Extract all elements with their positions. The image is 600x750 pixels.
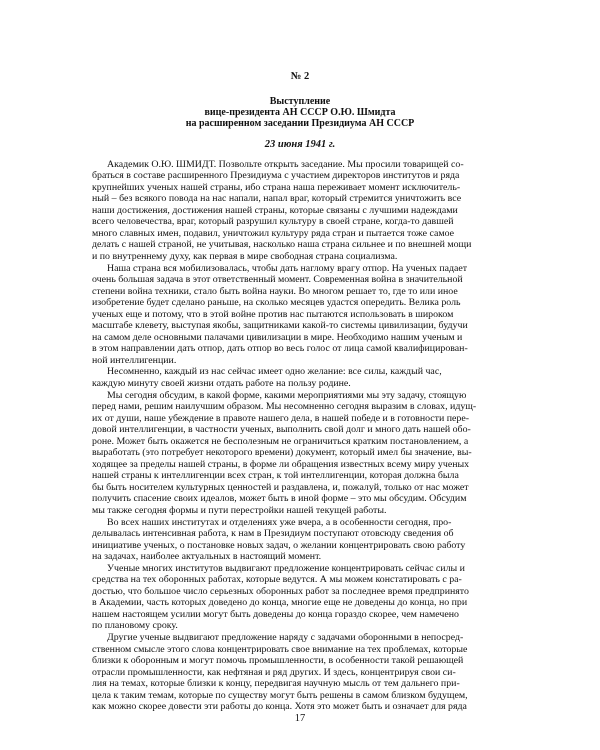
text-line: делывалась интенсивная работа, к нам в Президиум поступают отовсюду сведения об (92, 528, 454, 540)
text-line: изобретение будет сделано раньше, на сколько месяцев удастся опередить. Велика роль (92, 297, 461, 309)
text-line: бы быть носителем культурных ценностей и раздавлена, и, пожалуй, только от нас может (92, 481, 469, 493)
text-line: в этом направлении дать отпор, дать отпор во весь голос от лица самой квалифицирован- (92, 343, 468, 355)
text-line: роне. Может быть окажется не бесполезным не ограничиться кратким постановлением, а (92, 435, 469, 447)
text-line: много славных имен, подавил, уничтожил культуру ряда стран и пытается тоже самое (92, 227, 455, 239)
text-line: цела к таким темам, которые по существу могут быть решены в самом близком будущем, (92, 689, 468, 701)
text-line: всего человечества, враг, который разрушил культуру в своей стране, когда-то давшей (92, 216, 454, 228)
heading-line: Выступление (269, 96, 331, 107)
text-line: степени война техники, стало быть война науки. Во многом решает то, где то или иное (92, 285, 458, 297)
paragraph (92, 517, 508, 563)
text-line: Ученые многих институтов выдвигают предложение концентрировать сейчас силы и (107, 562, 465, 574)
text-line: в Академии, часть которых доведено до конца, многие еще не доведены до конца, но при (92, 597, 468, 609)
paragraph (92, 390, 508, 517)
text-line: делать с нашей страной, не учитывая, насколько наша страна сильнее и по внешней мощи (92, 239, 472, 251)
text-line: каждую минуту своей жизни отдать работе на пользу родине. (92, 378, 351, 389)
paragraph (92, 632, 508, 713)
text-line: масштабе клевету, выступая якобы, защитниками какой-то системы цивилизации, будучи (92, 320, 468, 332)
text-line: наши достижения, достижения нашей страны, которые связаны с лучшими надеждами (92, 204, 458, 216)
text-line: близки к оборонным и могут помочь промышленности, в особенности такой решающей (92, 655, 464, 667)
text-line: инициативе ученых, о постановке новых задач, о желании концентрировать свою работу (92, 539, 466, 551)
text-line: перед нами, решим наилучшим образом. Мы несомненно сегодня выразим в словах, идущ- (92, 401, 477, 413)
text-line: на самом деле основными палачами цивилизации в мире. Необходимо нашим ученым и (92, 331, 463, 343)
text-line: по плановому сроку. (92, 620, 178, 632)
text-line: довой интеллигенции, в частности ученых, выполнить свой долг и много дать нашей обо- (92, 424, 471, 436)
text-line: Мы сегодня обсудим, в какой форме, какими мероприятиями мы эту задачу, стоящую (107, 389, 467, 401)
heading-line: на расширенном заседании Президиума АН СССР (185, 118, 415, 130)
paragraph (92, 263, 508, 367)
text-line: их от души, наше убеждение в правоте нашего дела, в нашей победе и в готовности пере- (92, 412, 470, 424)
document-number: № 2 (290, 71, 310, 82)
text-line: как можно скорее довести эти работы до конца. Хотя это может быть и означает для ряда (92, 701, 467, 713)
text-line: ученых еще и потому, что в этой войне против нас пытаются использовать в широком (92, 308, 454, 320)
document-body (92, 159, 508, 713)
paragraph (92, 366, 508, 389)
heading-line: вице-президента АН СССР О.Ю. Шмидта (204, 107, 396, 119)
text-line: Несомненно, каждый из нас сейчас имеет одно желание: все силы, каждый час, (107, 366, 442, 378)
text-line: ной интеллигенции. (92, 354, 177, 366)
text-line: отрасли промышленности, как нефтяная и ряд других. И здесь, концентрируя свои си- (92, 666, 456, 678)
text-line: выработать (это потребует некоторого времени) документ, который имел бы значение, вы- (92, 447, 472, 459)
text-line: Во всех наших институтах и отделениях уже вчера, а в особенности сегодня, про- (107, 516, 452, 528)
paragraph (92, 159, 508, 263)
text-line: Другие ученые выдвигают предложение наряду с задачами оборонными в непосред- (107, 632, 464, 644)
paragraph (92, 563, 508, 632)
text-line: и по внутреннему духу, как первая в мире свободная страна социализма. (92, 250, 398, 262)
text-line: получить спасение своих идеалов, может быть в иной форме – это мы обсудим. Обсудим (92, 493, 467, 505)
text-line: средства на тех оборонных работах, которые ведутся. А мы можем констатировать с ра- (92, 574, 462, 586)
text-line: на задачах, наиболее актуальных в настоящий момент. (92, 551, 322, 563)
text-line: Академик О.Ю. ШМИДТ. Позвольте открыть заседание. Мы просили товарищей со- (107, 158, 464, 170)
text-line: достью, что большое число серьезных оборонных работ за последнее время предпринято (92, 585, 469, 597)
text-line: ный – без всякого повода на нас напали, напал враг, который стремится уничтожить все (92, 193, 462, 205)
page-number: 17 (294, 713, 306, 724)
document-date: 23 июня 1941 г. (264, 138, 336, 150)
text-line: ходящее за пределы нашей страны, в форме ли обращения известных всему миру ученых (92, 458, 470, 470)
text-line: Наша страна вся мобилизовалась, чтобы дать наглому врагу отпор. На ученых падает (107, 262, 468, 274)
text-line: браться в составе расширенного Президиума с участием директоров институтов и ряда (92, 170, 460, 182)
text-line: нашей страны к интеллигенции всех стран, к той интеллигенции, которая должна была (92, 470, 459, 482)
text-line: лия на темах, которые близки к концу, передвигая научную мысль от тем дальнего при- (92, 678, 460, 690)
text-line: ственном смысле этого слова концентрировать свое внимание на тех проблемах, которые (92, 643, 468, 655)
text-line: мы также сегодня формы и пути перестройки нашей текущей работы. (92, 505, 387, 517)
text-line: нашем настоящем усилии могут быть доведены до конца гораздо скорее, чем намечено (92, 608, 459, 620)
text-line: очень большая задача в этот ответственный момент. Современная война в значительной (92, 274, 463, 286)
document-heading (92, 96, 508, 130)
text-line: крупнейших ученых нашей страны, ибо страна наша переживает момент исключитель- (92, 181, 461, 193)
